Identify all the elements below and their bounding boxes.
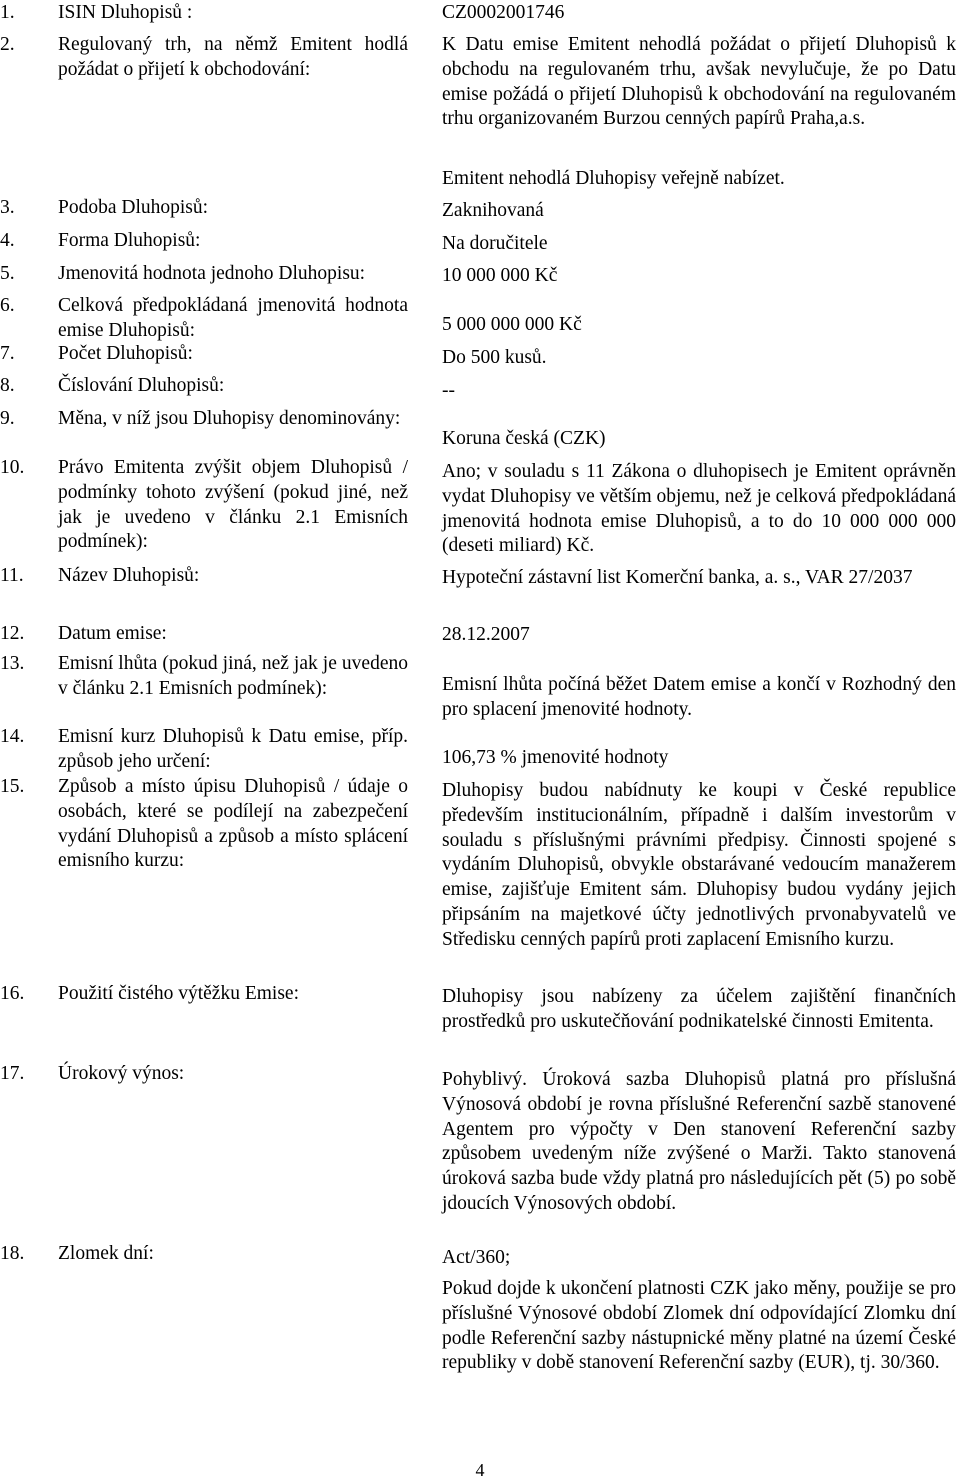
item-number: 12. (0, 623, 25, 644)
item-number: 11. (0, 565, 24, 586)
item-value: -- (442, 380, 455, 401)
item-number: 13. (0, 653, 25, 674)
item-label: Název Dluhopisů: (58, 565, 200, 586)
item-label: Použití čistého výtěžku Emise: (58, 983, 299, 1004)
item-label: Číslování Dluhopisů: (58, 375, 225, 396)
item-value: Pohyblivý. Úroková sazba Dluhopisů platná pro příslušná Výnosová období je rovna příslušné Referenční sazbě stanovené Agentem pro výpočty v Den stanovení Referenční sazby způsobem uvedeným níže zvýšené o Marži. Takto stanovená úroková sazba bude vždy platná pro následujících pět (5) po sobě jdoucích Výnosových období. (442, 1069, 956, 1214)
item-number: 16. (0, 983, 25, 1004)
item-label: Datum emise: (58, 623, 167, 644)
item-number: 6. (0, 295, 15, 316)
item-number: 15. (0, 776, 25, 797)
item-value: 28.12.2007 (442, 624, 530, 645)
item-value: Emisní lhůta počíná běžet Datem emise a končí v Rozhodný den pro splacení jmenovité hodnoty. (442, 674, 956, 720)
item-number: 9. (0, 408, 15, 429)
item-label: Podoba Dluhopisů: (58, 197, 209, 218)
item-number: 8. (0, 375, 15, 396)
item-value: Na doručitele (442, 233, 548, 254)
item-number: 2. (0, 34, 15, 55)
item-number: 3. (0, 197, 15, 218)
item-label: ISIN Dluhopisů : (58, 2, 193, 23)
item-label: Zlomek dní: (58, 1243, 154, 1264)
item-number: 4. (0, 230, 15, 251)
item-label: Měna, v níž jsou Dluhopisy denominovány: (58, 408, 401, 429)
item-value: Do 500 kusů. (442, 347, 547, 368)
item-label: Regulovaný trh, na němž Emitent hodlá požádat o přijetí k obchodování: (58, 34, 408, 80)
item-label: Emisní lhůta (pokud jiná, než jak je uvedeno v článku 2.1 Emisních podmínek): (58, 653, 408, 699)
item-value: Ano; v souladu s 11 Zákona o dluhopisech je Emitent oprávněn vydat Dluhopisy ve větším objemu, než je celková předpokládaná jmenovitá hodnota emise Dluhopisů, a to do 10 000 000 000 (deseti miliard) Kč. (442, 461, 956, 557)
item-value: 106,73 % jmenovité hodnoty (442, 747, 669, 768)
item-value: Dluhopisy jsou nabízeny za účelem zajištění finančních prostředků pro uskutečňování podnikatelské činnosti Emitenta. (442, 986, 956, 1032)
item-value: Act/360; (442, 1247, 511, 1268)
item-label: Úrokový výnos: (58, 1063, 185, 1084)
page-number: 4 (475, 1460, 485, 1480)
item-value: 10 000 000 Kč (442, 265, 558, 286)
item-value: Zaknihovaná (442, 200, 544, 221)
item-value: Koruna česká (CZK) (442, 428, 606, 449)
item-value: K Datu emise Emitent nehodlá požádat o přijetí Dluhopisů k obchodu na regulovaném trhu, avšak nevylučuje, že po Datu emise požádá o přijetí Dluhopisů k obchodování na regulovaném trhu organizovaném Burzou cenných papírů Praha,a.s. (442, 34, 956, 130)
item-value-note: Pokud dojde k ukončení platnosti CZK jako měny, použije se pro příslušné Výnosové období Zlomek dní odpovídající Zlomku dní podle Referenční sazby nástupnické měny platné na území České republiky v době stanovení Referenční sazby (EUR), tj. 30/360. (442, 1278, 956, 1374)
item-label: Celková předpokládaná jmenovitá hodnota emise Dluhopisů: (58, 295, 408, 341)
item-value-note: Emitent nehodlá Dluhopisy veřejně nabízet. (442, 168, 785, 189)
item-number: 14. (0, 726, 25, 747)
item-label: Počet Dluhopisů: (58, 343, 193, 364)
item-number: 10. (0, 457, 25, 478)
item-label: Emisní kurz Dluhopisů k Datu emise, příp. způsob jeho určení: (58, 726, 408, 772)
item-value: CZ0002001746 (442, 2, 565, 23)
item-value: Dluhopisy budou nabídnuty ke koupi v České republice především institucionálním, případně i dalším investorům v souladu s příslušnými právními předpisy. Činnosti spojené s vydáním Dluhopisů, obvykle obstarávané vedoucím manažerem emise, zajišťuje Emitent sám. Dluhopisy budou vydány jejich připsáním na majetkové účty jednotlivých prvonabyvatelů ve Středisku cenných papírů proti zaplacení Emisního kurzu. (442, 780, 956, 950)
item-number: 17. (0, 1063, 25, 1084)
item-number: 18. (0, 1243, 25, 1264)
item-label: Jmenovitá hodnota jednoho Dluhopisu: (58, 263, 366, 284)
item-value: Hypoteční zástavní list Komerční banka, a. s., VAR 27/2037 (442, 567, 913, 588)
item-number: 1. (0, 2, 15, 23)
item-number: 5. (0, 263, 15, 284)
item-value: 5 000 000 000 Kč (442, 314, 582, 335)
item-label: Právo Emitenta zvýšit objem Dluhopisů / podmínky tohoto zvýšení (pokud jiné, než jak je uvedeno v článku 2.1 Emisních podmínek): (58, 457, 408, 553)
item-number: 7. (0, 343, 15, 364)
item-label: Forma Dluhopisů: (58, 230, 201, 251)
item-label: Způsob a místo úpisu Dluhopisů / údaje o osobách, které se podílejí na zabezpečení vydání Dluhopisů a způsob a místo splácení emisního kurzu: (58, 776, 408, 872)
